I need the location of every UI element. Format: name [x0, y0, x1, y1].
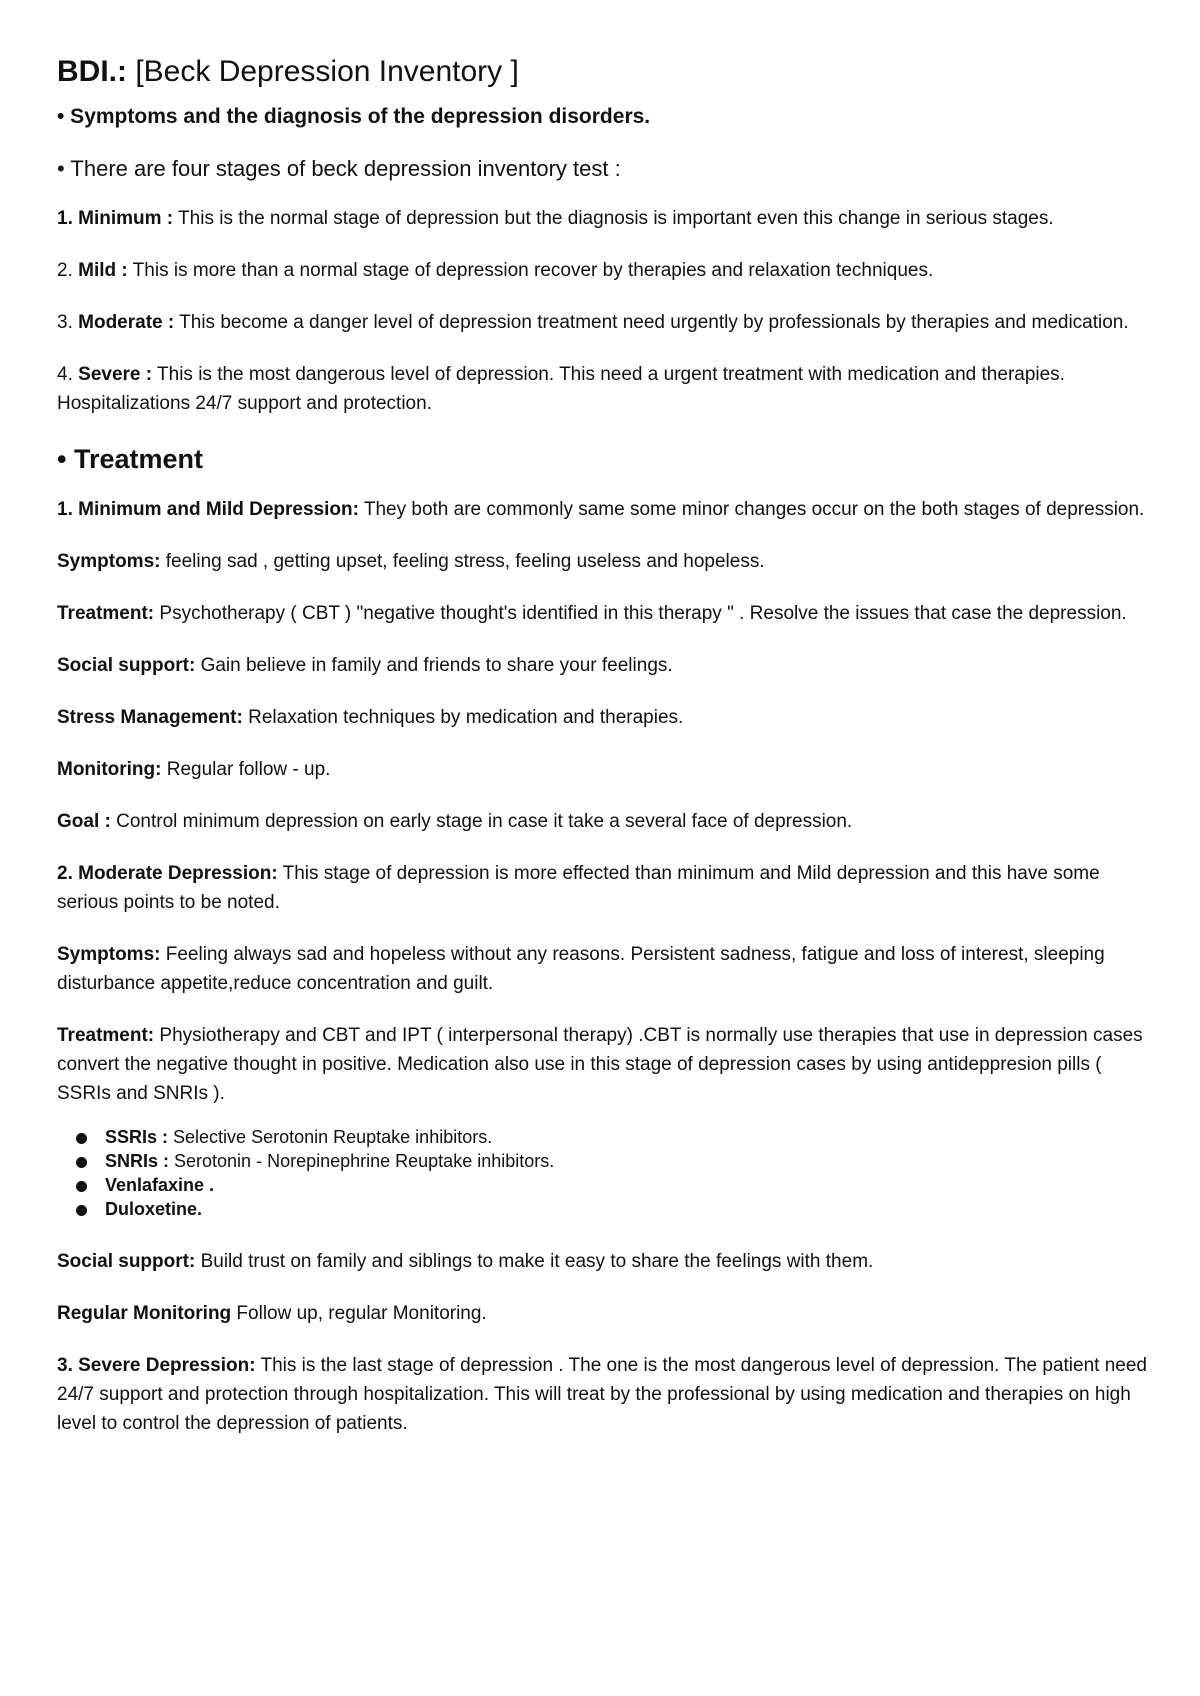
field-label: Symptoms: — [57, 551, 161, 572]
stage-text: This is the most dangerous level of depression. This need a urgent treatment with medication and therapies. Hospitalizations 24/7 support and protection. — [57, 364, 1065, 414]
mild-depression-intro — [57, 495, 1147, 524]
field-text: feeling sad , getting upset, feeling stress, feeling useless and hopeless. — [160, 551, 765, 572]
mild-social-support — [57, 651, 1147, 680]
stage-label: Moderate : — [78, 312, 175, 333]
field-text: Relaxation techniques by medication and therapies. — [242, 707, 684, 728]
mild-goal — [57, 807, 1147, 836]
item-label: Duloxetine. — [105, 1199, 203, 1219]
bullet-icon — [76, 1205, 87, 1216]
intro-line: • There are four stages of beck depression inventory test : — [57, 156, 621, 181]
field-text: Control minimum depression on early stage in case it take a several face of depression. — [110, 811, 853, 832]
field-text: Psychotherapy ( CBT ) "negative thought's identified in this therapy " . Resolve the issues that case the depression. — [154, 603, 1127, 624]
stage-mild — [57, 256, 1147, 285]
mild-treatment — [57, 599, 1147, 628]
stage-label: Mild : — [78, 260, 128, 281]
list-item — [57, 1125, 1147, 1149]
stage-minimum — [57, 204, 1147, 233]
stage-moderate — [57, 308, 1147, 337]
item-label: SNRIs : — [105, 1151, 170, 1171]
stage-severe — [57, 360, 1147, 418]
field-label: Social support: — [57, 655, 196, 676]
severe-depression-intro — [57, 1351, 1147, 1438]
field-label: Regular Monitoring — [57, 1303, 232, 1324]
field-label: Social support: — [57, 1251, 196, 1272]
section-text: They both are commonly same some minor changes occur on the both stages of depression. — [358, 499, 1145, 520]
list-item — [57, 1149, 1147, 1173]
section-text: This is the last stage of depression . The one is the most dangerous level of depression. The patient need 24/7 support and protection through hospitalization. This will treat by the professional by using medication and therapies on high level to control the depression of patients. — [57, 1355, 1147, 1434]
mild-stress-management — [57, 703, 1147, 732]
item-label: SSRIs : — [105, 1127, 169, 1147]
item-text: Selective Serotonin Reuptake inhibitors. — [168, 1127, 493, 1147]
field-text: Follow up, regular Monitoring. — [231, 1303, 487, 1324]
moderate-depression-intro — [57, 859, 1147, 917]
stage-text: This is the normal stage of depression but the diagnosis is important even this change in serious stages. — [173, 208, 1054, 229]
stage-label: Severe : — [78, 364, 153, 385]
mild-monitoring — [57, 755, 1147, 784]
bullet-icon — [76, 1133, 87, 1144]
list-item — [57, 1173, 1147, 1197]
field-text: Physiotherapy and CBT and IPT ( interpersonal therapy) .CBT is normally use therapies that use in depression cases convert the negative thought in positive. Medication also use in this stage of depression cases by using antideppresion pills ( SSRIs and SNRIs ). — [57, 1025, 1143, 1104]
moderate-monitoring — [57, 1299, 1147, 1328]
page-title — [57, 48, 1147, 96]
bullet-icon — [76, 1181, 87, 1192]
section-label: 3. Severe Depression: — [57, 1355, 256, 1376]
list-item — [57, 1197, 1147, 1221]
stage-number: 3. — [57, 312, 73, 333]
field-label: Stress Management: — [57, 707, 243, 728]
field-text: Gain believe in family and friends to share your feelings. — [195, 655, 673, 676]
moderate-social-support — [57, 1247, 1147, 1276]
field-label: Treatment: — [57, 1025, 155, 1046]
document-page — [57, 48, 1147, 1461]
stage-text: This become a danger level of depression treatment need urgently by professionals by therapies and medication. — [174, 312, 1129, 333]
section-label: 2. Moderate Depression: — [57, 863, 278, 884]
treatment-heading: • Treatment — [57, 444, 203, 474]
field-text: Build trust on family and siblings to make it easy to share the feelings with them. — [195, 1251, 874, 1272]
stage-text: This is more than a normal stage of depression recover by therapies and relaxation techniques. — [127, 260, 934, 281]
bullet-icon — [76, 1157, 87, 1168]
field-text: Feeling always sad and hopeless without any reasons. Persistent sadness, fatigue and loss of interest, sleeping disturbance appetite,reduce concentration and guilt. — [57, 944, 1105, 994]
field-label: Monitoring: — [57, 759, 162, 780]
stage-number: 4. — [57, 364, 73, 385]
stage-number: 2. — [57, 260, 73, 281]
mild-symptoms — [57, 547, 1147, 576]
moderate-treatment — [57, 1021, 1147, 1108]
moderate-symptoms — [57, 940, 1147, 998]
field-label: Symptoms: — [57, 944, 161, 965]
item-label: Venlafaxine . — [105, 1175, 215, 1195]
field-label: Goal : — [57, 811, 111, 832]
subtitle: • Symptoms and the diagnosis of the depression disorders. — [57, 105, 651, 128]
stage-label: 1. Minimum : — [57, 208, 174, 229]
section-label: 1. Minimum and Mild Depression: — [57, 499, 359, 520]
item-text: Serotonin - Norepinephrine Reuptake inhibitors. — [169, 1151, 555, 1171]
field-text: Regular follow - up. — [161, 759, 331, 780]
title-abbreviation: BDI.: — [57, 55, 127, 88]
section-text: This stage of depression is more effected than minimum and Mild depression and this have some serious points to be noted. — [57, 863, 1100, 913]
field-label: Treatment: — [57, 603, 155, 624]
medication-list — [57, 1125, 1147, 1221]
title-text: [Beck Depression Inventory ] — [127, 55, 519, 88]
